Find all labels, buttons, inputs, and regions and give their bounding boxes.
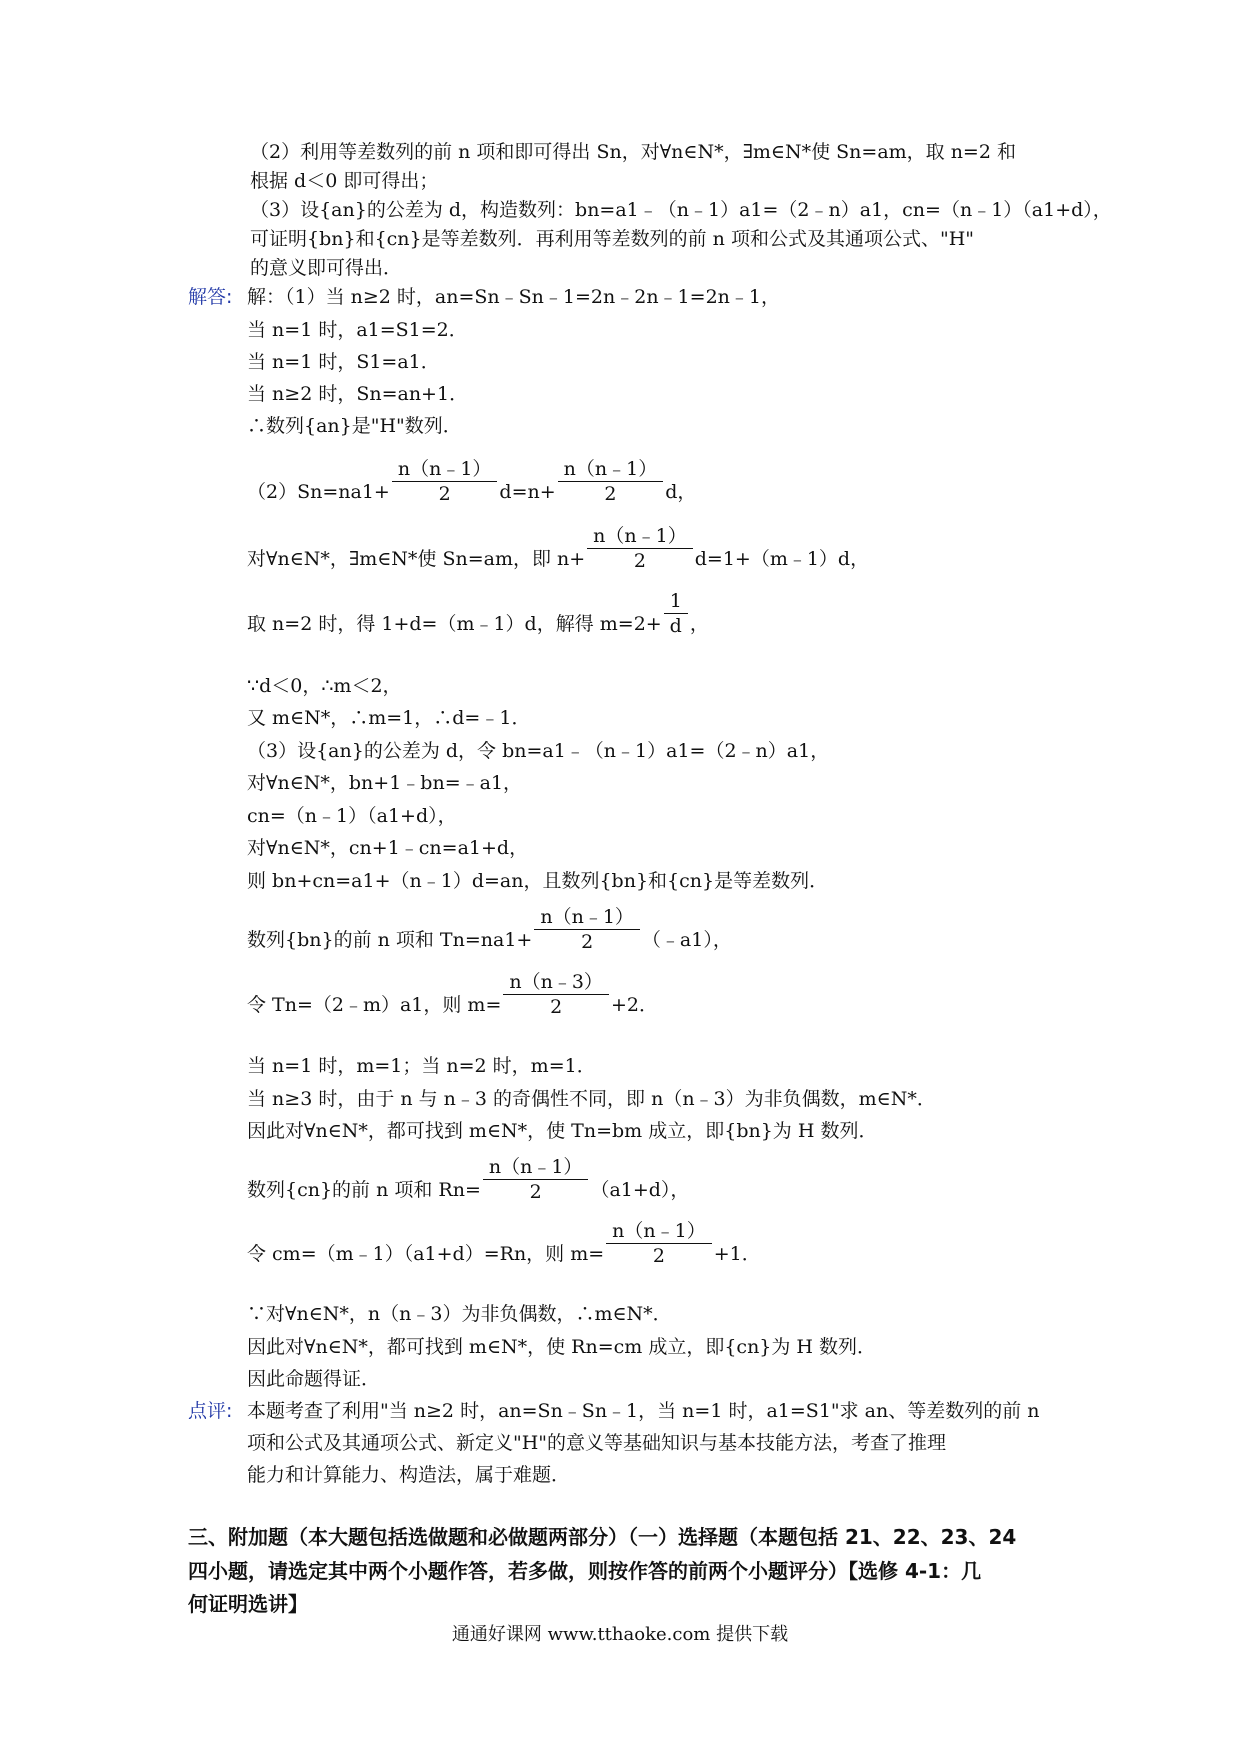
analysis-line-4: 可证明{bn}和{cn}是等差数列．再利用等差数列的前 n 项和公式及其通项公式、"H"	[250, 228, 974, 250]
solution-line-2: 当 n=1 时，a1=S1=2．	[247, 319, 468, 341]
solution-line-p15: 当 n≥3 时，由于 n 与 n﹣3 的奇偶性不同，即 n（n﹣3）为非负偶数，m∈N*．	[247, 1088, 936, 1110]
comment-label: 点评:	[188, 1400, 233, 1422]
fraction: $\frac{n(n﹣1)}{2}$	[606, 1219, 712, 1268]
solution-line-p10: 对∀n∈N*，cn+1﹣cn=a1+d，	[247, 837, 529, 859]
solution-line-p11: 则 bn+cn=a1+（n﹣1）d=an，且数列{bn}和{cn}是等差数列．	[247, 870, 829, 892]
solution-tn-line: 数列{bn}的前 n 项和 Tn=na1+ $\frac{n(n﹣1)}{2}$ （﹣a1），	[247, 905, 732, 953]
solution-part2-line	[247, 457, 697, 506]
solution-line-p7: （3）设{an}的公差为 d，令 bn=a1﹣（n﹣1）a1=（2﹣n）a1，	[247, 740, 830, 762]
analysis-line-1: （2）利用等差数列的前 n 项和即可得出 Sn，对∀n∈N*，∃m∈N*使 Sn=am，取 n=2 和	[250, 141, 1016, 163]
comment-line-3: 能力和计算能力、构造法，属于难题．	[247, 1464, 571, 1486]
solution-part2-n2-line: 取 n=2 时，得 1+d=（m﹣1）d，解得 m=2+ $\frac{1}{d}$ ，	[247, 589, 709, 637]
comment-line-2: 项和公式及其通项公式、新定义"H"的意义等基础知识与基本技能方法，考查了推理	[247, 1432, 947, 1454]
analysis-line-3: （3）设{an}的公差为 d，构造数列：bn=a1﹣（n﹣1）a1=（2﹣n）a1，cn=（n﹣1）（a1+d），	[250, 199, 1112, 221]
solution-line-p5: ∵d＜0，∴m＜2，	[247, 675, 402, 697]
solution-line-p9: cn=（n﹣1）（a1+d），	[247, 805, 457, 827]
solution-rn-line: 数列{cn}的前 n 项和 Rn= $\frac{n(n﹣1)}{2}$ （a1+d），	[247, 1155, 690, 1203]
fraction: $\frac{n(n﹣1)}{2}$	[483, 1155, 589, 1204]
part2-prefix: （2）Sn=na1+	[247, 481, 390, 503]
solution-line-p21: 因此命题得证．	[247, 1368, 381, 1390]
analysis-line-2: 根据 d＜0 即可得出；	[250, 170, 439, 192]
fraction: $\frac{n(n﹣1)}{2}$	[534, 905, 640, 954]
solution-line-4: 当 n≥2 时，Sn=an+1．	[247, 383, 469, 405]
solution-line-p14: 当 n=1 时，m=1；当 n=2 时，m=1．	[247, 1055, 596, 1077]
fraction: $\frac{n(n﹣1)}{2}$	[558, 457, 664, 506]
fraction: $\frac{n(n﹣1)}{2}$	[587, 524, 693, 573]
solution-line-p20: 因此对∀n∈N*，都可找到 m∈N*，使 Rn=cm 成立，即{cn}为 H 数列．	[247, 1336, 877, 1358]
solution-line-3: 当 n=1 时，S1=a1．	[247, 351, 440, 373]
solution-m-line: 令 Tn=（2﹣m）a1，则 m= $\frac{n(n﹣3)}{2}$ +2．	[247, 970, 658, 1018]
fraction: $\frac{1}{d}$	[664, 589, 688, 638]
fraction: $\frac{n(n﹣1)}{2}$	[392, 457, 498, 506]
solution-line-p8: 对∀n∈N*，bn+1﹣bn=﹣a1，	[247, 772, 523, 794]
comment-line-1: 本题考查了利用"当 n≥2 时，an=Sn﹣Sn﹣1，当 n=1 时，a1=S1"求 an、等差数列的前 n	[247, 1400, 1040, 1422]
solution-label: 解答:	[188, 286, 233, 308]
solution-line-p16: 因此对∀n∈N*，都可找到 m∈N*，使 Tn=bm 成立，即{bn}为 H 数列．	[247, 1120, 878, 1142]
section-heading-line-2: 四小题，请选定其中两个小题作答，若多做，则按作答的前两个小题评分）【选修 4-1：几	[188, 1559, 982, 1583]
page-footer: 通通好课网 www.tthaoke.com 提供下载	[451, 1624, 789, 1645]
part2-suffix: d，	[665, 481, 697, 503]
section-heading-line-3: 何证明选讲】	[188, 1592, 308, 1616]
fraction: $\frac{n(n﹣3)}{2}$	[503, 970, 609, 1019]
solution-line-5: ∴数列{an}是"H"数列．	[247, 415, 462, 437]
part2-middle: d=n+	[499, 481, 556, 503]
solution-line-1: 解：（1）当 n≥2 时，an=Sn﹣Sn﹣1=2n﹣2n﹣1=2n﹣1，	[247, 286, 780, 308]
solution-line-p19: ∵对∀n∈N*，n（n﹣3）为非负偶数，∴m∈N*．	[247, 1303, 672, 1325]
analysis-line-5: 的意义即可得出．	[250, 257, 403, 279]
solution-cm-line: 令 cm=（m﹣1）（a1+d）=Rn，则 m= $\frac{n(n﹣1)}{2}$ +1．	[247, 1219, 761, 1267]
solution-part2-exists-line: 对∀n∈N*，∃m∈N*使 Sn=am，即 n+ $\frac{n(n﹣1)}{2}$ d=1+（m﹣1）d，	[247, 524, 870, 572]
solution-line-p6: 又 m∈N*，∴m=1，∴d=﹣1．	[247, 707, 531, 729]
section-heading-line-1: 三、附加题（本大题包括选做题和必做题两部分）（一）选择题（本题包括 21、22、23、24	[188, 1525, 1017, 1549]
